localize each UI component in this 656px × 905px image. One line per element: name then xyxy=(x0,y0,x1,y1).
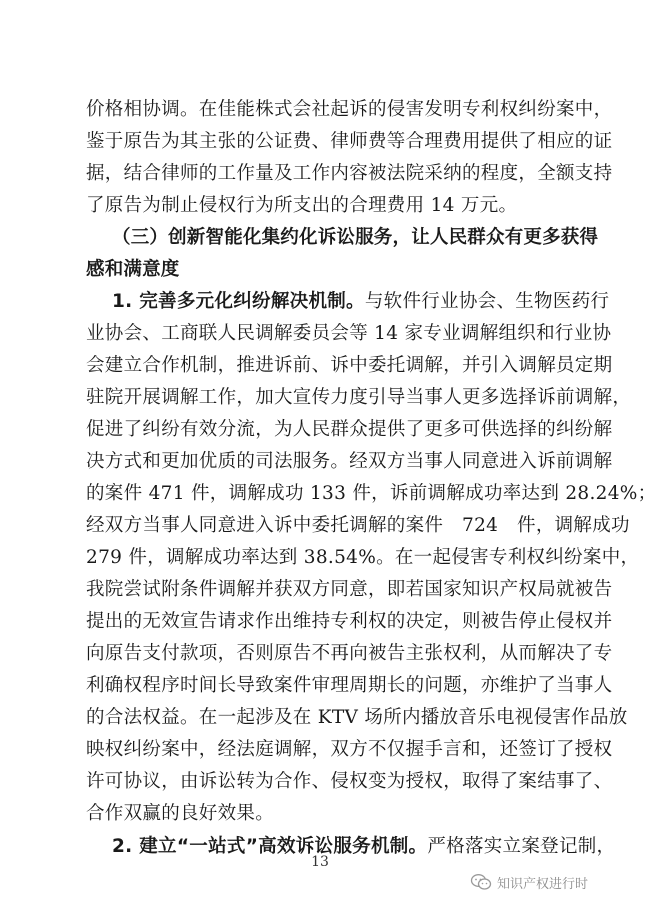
text-line xyxy=(86,514,630,542)
line-text: 的合法权益。在一起涉及在 KTV 场所内播放音乐电视侵害作品放 xyxy=(86,707,628,728)
text-line xyxy=(86,482,656,510)
text-line xyxy=(86,322,612,350)
text-line xyxy=(86,418,613,446)
line-text: 业协会、工商联人民调解委员会等 14 家专业调解组织和行业协 xyxy=(86,323,612,344)
line-text: 驻院开展调解工作，加大宣传力度引导当事人更多选择诉前调解， xyxy=(86,387,632,408)
text-line xyxy=(112,226,599,254)
line-text: 促进了纠纷有效分流，为人民群众提供了更多可供选择的纠纷解 xyxy=(86,419,613,440)
line-text: 严格落实立案登记制， xyxy=(427,836,616,857)
text-line xyxy=(86,610,613,638)
text-line xyxy=(86,674,613,702)
line-text: 的案件 471 件，调解成功 133 件，诉前调解成功率达到 28.24%； xyxy=(86,483,656,504)
page-number: 13 xyxy=(311,854,329,870)
text-line xyxy=(86,738,613,766)
text-line xyxy=(86,770,613,798)
section-heading: 2. 建立“一站式”高效诉讼服务机制。 xyxy=(112,836,428,857)
text-line xyxy=(86,546,640,574)
text-line xyxy=(86,130,613,158)
text-line xyxy=(86,354,613,382)
line-text: 合作双赢的良好效果。 xyxy=(86,803,275,824)
line-text: 经双方当事人同意进入诉中委托调解的案件 724 件，调解成功 xyxy=(86,515,630,536)
line-text: 决方式和更加优质的司法服务。经双方当事人同意进入诉前调解 xyxy=(86,451,613,472)
line-text: 279 件，调解成功率达到 38.54%。在一起侵害专利权纠纷案中， xyxy=(86,547,640,568)
text-line xyxy=(86,450,613,478)
text-line xyxy=(86,642,613,670)
text-line xyxy=(86,162,613,190)
line-text: 我院尝试附条件调解并获双方同意，即若国家知识产权局就被告 xyxy=(86,579,613,600)
line-text: 会建立合作机制，推进诉前、诉中委托调解，并引入调解员定期 xyxy=(86,355,613,376)
line-text: 映权纠纷案中，经法庭调解，双方不仅握手言和，还签订了授权 xyxy=(86,739,613,760)
text-line xyxy=(86,802,556,830)
section-heading: 1. 完善多元化纠纷解决机制。 xyxy=(112,291,365,312)
text-line xyxy=(112,290,610,318)
line-text: 了原告为制止侵权行为所支出的合理费用 14 万元。 xyxy=(86,195,518,216)
text-line xyxy=(86,194,556,222)
line-text: 与软件行业协会、生物医药行 xyxy=(364,291,610,312)
line-text: 许可协议，由诉讼转为合作、侵权变为授权，取得了案结事了、 xyxy=(86,771,613,792)
line-text: 利确权程序时间长导致案件审理周期长的问题，亦维护了当事人 xyxy=(86,675,613,696)
text-line xyxy=(86,98,613,126)
text-line xyxy=(86,706,628,734)
line-text: （三）创新智能化集约化诉讼服务，让人民群众有更多获得 xyxy=(112,227,599,248)
wechat-icon xyxy=(470,873,492,891)
text-line xyxy=(86,386,632,414)
text-line xyxy=(86,578,613,606)
line-text: 据，结合律师的工作量及工作内容被法院采纳的程度，全额支持 xyxy=(86,163,613,184)
text-line xyxy=(86,258,556,286)
line-text: 提出的无效宣告请求作出维持专利权的决定，则被告停止侵权并 xyxy=(86,611,613,632)
watermark-text: 知识产权进行时 xyxy=(497,876,589,892)
line-text: 向原告支付款项，否则原告不再向被告主张权利，从而解决了专 xyxy=(86,643,613,664)
watermark xyxy=(470,871,588,893)
line-text: 感和满意度 xyxy=(86,259,180,280)
line-text: 价格相协调。在佳能株式会社起诉的侵害发明专利权纠纷案中， xyxy=(86,99,613,120)
line-text: 鉴于原告为其主张的公证费、律师费等合理费用提供了相应的证 xyxy=(86,131,613,152)
